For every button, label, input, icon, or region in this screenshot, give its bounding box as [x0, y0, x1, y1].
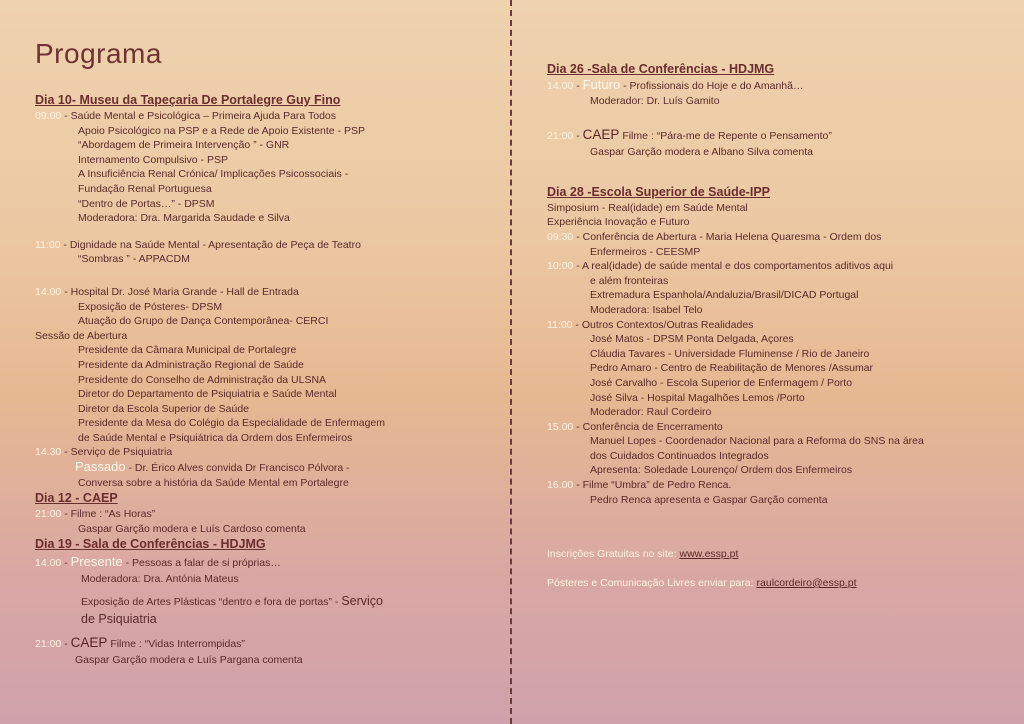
session-1100 [35, 238, 475, 253]
session-0900 [35, 109, 475, 124]
session-1000 [547, 259, 987, 274]
program-line: José Silva - Hospital Magalhões Lemos /Porto [590, 391, 805, 404]
session-text: - Outros Contextos/Outras Realidades [575, 318, 754, 331]
left-column [35, 92, 475, 668]
session-text: - Filme “Umbra” de Pedro Renca. [576, 479, 732, 492]
program-line: Fundação Renal Portuguesa [78, 182, 212, 195]
session-text: - Conferência de Encerramento [576, 420, 723, 433]
expo-text: Exposição de Artes Plásticas “dentro e fora de portas” - [81, 596, 339, 609]
session-text: - Conferência de Abertura - Maria Helena Quaresma - Ordem dos [576, 230, 882, 243]
session-2100: 21:00 - CAEP Filme : “Pára-me de Repente o Pensamento” [547, 127, 832, 143]
session-1400: 14.00 - Futuro - Profissionais do Hoje e do Amanhã… [547, 77, 804, 92]
right-column [547, 61, 987, 590]
time: 11:00 [35, 238, 61, 251]
session-text: - A real(idade) de saúde mental e dos comportamentos aditivos aqui [576, 260, 894, 273]
registration-label: Inscrições Gratuitas no site: [547, 548, 677, 561]
program-line: Presidente do Conselho de Administração da ULSNA [78, 373, 327, 386]
time: 09:30 [547, 230, 574, 243]
program-line: Presidente da Câmara Municipal de Portalegre [78, 344, 297, 357]
program-line: Moderador: Raul Cordeiro [590, 406, 712, 419]
session-text: - Pessoas a falar de si próprias… [125, 557, 281, 570]
program-line: Presidente da Mesa do Colégio da Especialidade de Enfermagem [78, 417, 386, 430]
session-1500 [547, 420, 987, 435]
program-line: Enfermeiros - CEESMP [590, 245, 701, 258]
program-line: Pedro Amaro - Centro de Reabilitação de Menores /Assumar [590, 362, 874, 375]
caep-label: CAEP [582, 127, 620, 143]
passado-line [35, 460, 475, 476]
expo-dept: Serviço [341, 594, 383, 609]
session-1430 [35, 445, 475, 460]
program-line: Apresenta: Soledade Lourenço/ Ordem dos Enfermeiros [590, 464, 853, 477]
session-text: - Filme : “As Horas” [64, 508, 156, 521]
program-line: Presidente da Administração Regional de Saúde [78, 358, 304, 371]
program-line: Gaspar Garção modera e Luís Pargana comenta [75, 654, 303, 667]
session-text: - Dignidade na Saúde Mental - Apresentação de Peça de Teatro [63, 238, 361, 251]
registration-info [547, 547, 987, 562]
presente-word: Presente [70, 554, 123, 570]
session-text: Filme : “Vidas Interrompidas” [110, 638, 245, 651]
time: 11:00 [547, 318, 573, 331]
program-line: José Carvalho - Escola Superior de Enfermagem / Porto [590, 376, 853, 389]
symposium-subtitle: Experiência Inovação e Futuro [547, 216, 690, 229]
session-1400: 14.00 - Presente - Pessoas a falar de si próprias… [35, 554, 281, 570]
time: 21:00 [547, 130, 574, 143]
page-title: Programa [35, 38, 162, 69]
time: 21:00 [35, 508, 62, 521]
symposium-title: Simposium - Real(idade) em Saúde Mental [547, 201, 748, 214]
time: 14.30 [35, 446, 62, 459]
program-line: Exposição de Pósteres- DPSM [78, 300, 223, 313]
program-line: de Saúde Mental e Psiquiátrica da Ordem dos Enfermeiros [78, 431, 353, 444]
time: 15.00 [547, 420, 574, 433]
day26-heading: Dia 26 -Sala de Conferências - HDJMG [547, 62, 775, 76]
program-line: “Dentro de Portas…” - DPSM [78, 197, 215, 210]
program-line: e além fronteiras [590, 274, 669, 287]
opening-session: Sessão de Abertura [35, 329, 128, 342]
program-line: Apoio Psicológico na PSP e a Rede de Apoio Existente - PSP [78, 124, 365, 137]
session-1100 [547, 318, 987, 333]
program-line: Gaspar Garção modera e Albano Silva comenta [590, 146, 813, 159]
expo-dept-line2: de Psiquiatria [81, 612, 157, 627]
program-line: José Matos - DPSM Ponta Delgada, Açores [590, 333, 794, 346]
program-line: Moderadora: Dra. Margarida Saudade e Silva [78, 212, 290, 225]
session-2100: 21:00 - CAEP Filme : “Vidas Interrompidas” [35, 635, 245, 651]
program-line: “Sombras ” - APPACDM [78, 253, 190, 266]
posters-label: Pósteres e Comunicação Livres enviar para: [547, 576, 754, 589]
day10-heading: Dia 10- Museu da Tapeçaria De Portalegre Guy Fino [35, 93, 341, 107]
time: 14.00 [547, 80, 574, 92]
time: 14.00 [35, 285, 62, 298]
time: 14.00 [35, 557, 62, 570]
posters-info [547, 576, 987, 591]
session-text: - Hospital Dr. José Maria Grande - Hall de Entrada [64, 285, 299, 298]
day19-heading: Dia 19 - Sala de Conferências - HDJMG [35, 537, 266, 552]
session-2100 [35, 507, 475, 522]
session-text: - Dr. Érico Alves convida Dr Francisco Pólvora - [128, 462, 350, 475]
session-1600 [547, 478, 987, 493]
program-line: Manuel Lopes - Coordenador Nacional para a Reforma do SNS na área [590, 435, 924, 448]
expo-line [35, 593, 475, 611]
program-line: Cláudia Tavares - Universidade Fluminense / Rio de Janeiro [590, 347, 870, 360]
session-text: - Serviço de Psiquiatria [64, 446, 173, 459]
time: 09:00 [35, 110, 62, 122]
day28-heading: Dia 28 -Escola Superior de Saúde-IPP [547, 184, 770, 199]
program-line: Extremadura Espanhola/Andaluzia/Brasil/DICAD Portugal [590, 289, 859, 302]
passado-word: Passado [75, 459, 126, 475]
program-line: Diretor da Escola Superior de Saúde [78, 402, 250, 415]
time: 10:00 [547, 260, 574, 273]
session-text: - Profissionais do Hoje e do Amanhã… [623, 80, 804, 92]
program-line: “Abordagem de Primeira Intervenção ” - GNR [78, 139, 290, 152]
caep-label: CAEP [70, 635, 108, 651]
time: 21:00 [35, 638, 62, 651]
program-line: Pedro Renca apresenta e Gaspar Garção comenta [590, 493, 828, 506]
program-line: dos Cuidados Continuados Integrados [590, 449, 769, 462]
session-text: Filme : “Pára-me de Repente o Pensamento” [622, 130, 832, 143]
session-text: - Saúde Mental e Psicológica – Primeira Ajuda Para Todos [64, 110, 336, 122]
program-line: Gaspar Garção modera e Luís Cardoso comenta [78, 522, 306, 535]
program-line: Moderadora: Isabel Telo [590, 303, 703, 316]
program-line: Moderador: Dr. Luís Gamito [590, 94, 720, 107]
session-0930 [547, 230, 987, 245]
program-line: A Insuficiência Renal Crónica/ Implicações Psicossociais - [78, 168, 349, 181]
program-line: Moderadora: Dra. Antónia Mateus [81, 573, 239, 586]
program-line: Atuação do Grupo de Dança Contemporânea- CERCI [78, 315, 329, 328]
site-link[interactable]: www.essp.pt [679, 548, 739, 561]
time: 16.00 [547, 479, 574, 492]
program-line: Conversa sobre a história da Saúde Mental em Portalegre [78, 476, 349, 489]
session-1400 [35, 285, 475, 300]
email-link[interactable]: raulcordeiro@essp.pt [756, 576, 857, 589]
fold-line [510, 0, 512, 724]
day12-heading: Dia 12 - CAEP [35, 491, 118, 506]
program-line: Internamento Compulsivo - PSP [78, 153, 228, 166]
futuro-word: Futuro [582, 77, 621, 92]
program-line: Diretor do Departamento de Psiquiatria e Saúde Mental [78, 388, 337, 401]
